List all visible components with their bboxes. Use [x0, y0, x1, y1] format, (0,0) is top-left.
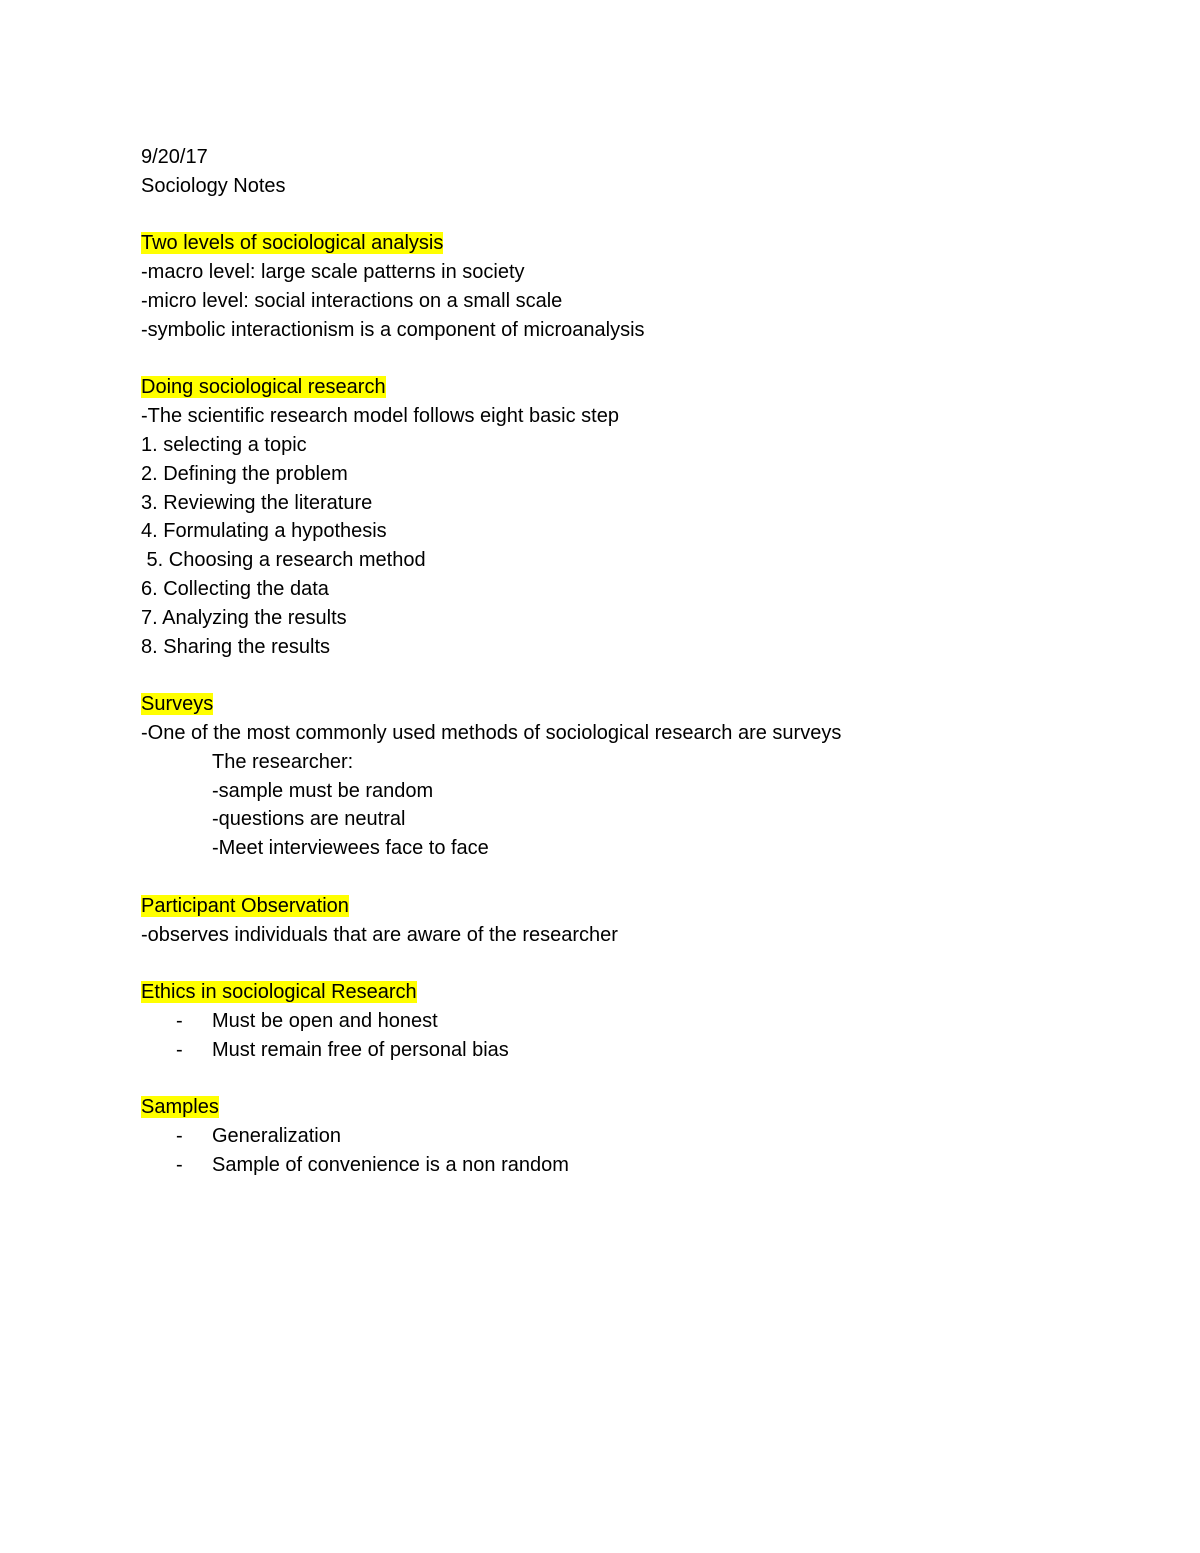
text-line: -macro level: large scale patterns in society [141, 261, 525, 284]
spacer [141, 1065, 1141, 1094]
bullet-text: Must be open and honest [212, 1009, 438, 1032]
section-heading-samples [141, 1093, 1141, 1122]
spacer [141, 345, 1141, 374]
bullet-dash: - [176, 1038, 183, 1061]
research-step: 1. selecting a topic [141, 433, 307, 456]
heading-highlight: Surveys [141, 693, 214, 716]
heading-highlight: Doing sociological research [141, 376, 386, 399]
text-line: -observes individuals that are aware of the researcher [141, 923, 618, 946]
page-title: Sociology Notes [141, 174, 286, 197]
heading-highlight: Two levels of sociological analysis [141, 232, 444, 255]
text-line: -symbolic interactionism is a component of microanalysis [141, 318, 645, 341]
text-line: -The scientific research model follows eight basic step [141, 405, 619, 428]
bullet-text: Sample of convenience is a non random [212, 1153, 569, 1176]
section-heading-participant-observation [141, 892, 1141, 921]
research-step: 5. Choosing a research method [141, 549, 426, 572]
bullet-dash: - [176, 1153, 183, 1176]
bullet-text: Generalization [212, 1125, 341, 1148]
bullet-text: Must remain free of personal bias [212, 1038, 509, 1061]
research-step: 6. Collecting the data [141, 577, 329, 600]
spacer [141, 201, 1141, 230]
bullet-item [141, 1151, 1141, 1180]
research-step: 8. Sharing the results [141, 635, 330, 658]
bullet-item [141, 1122, 1141, 1151]
section-heading-analysis-levels [141, 229, 1141, 258]
bullet-item [141, 1007, 1141, 1036]
spacer [141, 863, 1141, 892]
research-step: 2. Defining the problem [141, 462, 348, 485]
notes-page [141, 143, 1141, 1180]
section-heading-ethics [141, 978, 1141, 1007]
research-step: 4. Formulating a hypothesis [141, 520, 387, 543]
section-heading-surveys [141, 690, 1141, 719]
spacer [141, 949, 1141, 978]
section-heading-doing-research [141, 373, 1141, 402]
bullet-dash: - [176, 1009, 183, 1032]
indented-line: The researcher: [212, 750, 354, 773]
indented-line: -questions are neutral [212, 808, 406, 831]
research-step: 3. Reviewing the literature [141, 491, 373, 514]
heading-highlight: Samples [141, 1096, 219, 1119]
spacer [141, 661, 1141, 690]
research-step: 7. Analyzing the results [141, 606, 347, 629]
indented-line: -Meet interviewees face to face [212, 837, 489, 860]
heading-highlight: Participant Observation [141, 894, 349, 917]
bullet-item [141, 1036, 1141, 1065]
date-line: 9/20/17 [141, 146, 208, 168]
indented-line: -sample must be random [212, 779, 434, 802]
bullet-dash: - [176, 1125, 183, 1148]
text-line: -One of the most commonly used methods of sociological research are surveys [141, 721, 842, 744]
text-line: -micro level: social interactions on a small scale [141, 289, 563, 312]
heading-highlight: Ethics in sociological Research [141, 981, 417, 1004]
